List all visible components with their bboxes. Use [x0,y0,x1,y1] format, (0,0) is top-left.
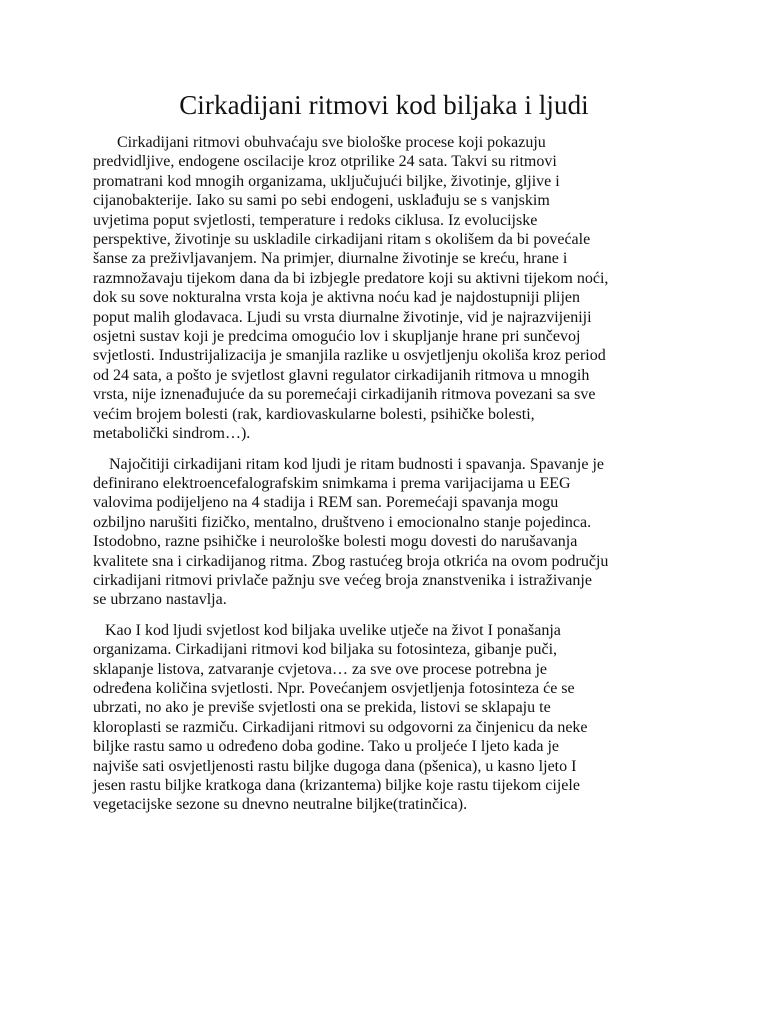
paragraph-line: ozbiljno narušiti fizičko, mentalno, društveno i emocionalno stanje pojedinca. [93,513,592,531]
paragraph-line: uvjetima poput svjetlosti, temperature i redoks ciklusa. Iz evolucijske [93,211,538,229]
paragraph-line: od 24 sata, a pošto je svjetlost glavni regulator cirkadijanih ritmova u mnogih [93,366,590,384]
paragraph-line: Kao I kod ljudi svjetlost kod biljaka uvelike utječe na život I ponašanja [93,621,561,639]
paragraph-line: Cirkadijani ritmovi obuhvaćaju sve biološke procese koji pokazuju [93,134,546,151]
paragraph [93,133,693,444]
document-title: Cirkadijani ritmovi kod biljaka i ljudi [179,90,589,120]
paragraph-line: Najočitiji cirkadijani ritam kod ljudi je ritam budnosti i spavanja. Spavanje je [93,455,604,473]
paragraph-line: najviše sati osvjetljenosti rastu biljke dugoga dana (pšenica), u kasno ljeto I [93,757,577,775]
paragraph-line: perspektive, životinje su uskladile cirkadijani ritam s okolišem da bi povećale [93,231,591,249]
paragraph-line: sklapanje listova, zatvaranje cvjetova… za sve ove procese potrebna je [93,660,548,678]
paragraph-line: promatrani kod mnogih organizama, uključujući biljke, životinje, gljive i [93,172,560,190]
paragraph-line: vegetacijske sezone su dnevno neutralne biljke(tratinčica). [93,796,468,814]
paragraph-line: određena količina svjetlosti. Npr. Povećanjem osvjetljenja fotosinteza će se [93,679,575,697]
paragraph-line: se ubrzano nastavlja. [93,591,227,609]
paragraph-line: biljke rastu samo u određeno doba godine. Tako u proljeće I ljeto kada je [93,738,559,756]
paragraph-line: Istodobno, razne psihičke i neurološke bolesti mogu dovesti do narušavanja [93,533,578,551]
paragraph-line: kvalitete sna i cirkadijanog ritma. Zbog rastućeg broja otkrića na ovom području [93,552,609,570]
paragraph-line: svjetlosti. Industrijalizacija je smanjila razlike u osvjetljenju okoliša kroz period [93,347,606,365]
paragraph-line: šanse za preživljavanjem. Na primjer, diurnalne životinje se kreću, hrane i [93,250,568,268]
paragraph-line: kloroplasti se razmiču. Cirkadijani ritmovi su odgovorni za činjenicu da neke [93,718,588,736]
paragraph-line: ubrzati, no ako je previše svjetlosti ona se prekida, listovi se sklapaju te [93,699,551,717]
paragraph-line: razmnožavaju tijekom dana da bi izbjegle predatore koji su aktivni tijekom noći, [93,269,609,287]
paragraph-line: većim brojem bolesti (rak, kardiovaskularne bolesti, psihičke bolesti, [93,405,535,423]
paragraph-line: metabolički sindrom…). [93,425,251,443]
paragraph [93,455,693,610]
paragraph-line: poput malih glodavaca. Ljudi su vrsta diurnalne životinje, vid je najrazvijeniji [93,308,592,326]
paragraph-line: definirano elektroencefalografskim snimkama i prema varijacijama u EEG [93,474,571,492]
paragraph-line: osjetni sustav koji je predcima omogućio lov i skupljanje hrane pri sunčevoj [93,328,581,346]
paragraph-line: predvidljive, endogene oscilacije kroz otprilike 24 sata. Takvi su ritmovi [93,153,557,171]
paragraph-line: dok su sove nokturalna vrsta koja je aktivna noću kad je najdostupniji plijen [93,289,581,307]
paragraph [93,621,693,815]
paragraph-line: organizama. Cirkadijani ritmovi kod biljaka su fotosinteza, gibanje puči, [93,641,558,659]
paragraph-line: cirkadijani ritmovi privlače pažnju sve većeg broja znanstvenika i istraživanje [93,571,592,589]
paragraph-line: vrsta, nije iznenađujuće da su poremećaji cirkadijanih ritmova povezani sa sve [93,386,596,404]
paragraph-line: valovima podijeljeno na 4 stadija i REM san. Poremećaji spavanja mogu [93,494,559,512]
document-body [93,133,693,826]
paragraph-line: jesen rastu biljke kratkoga dana (krizantema) biljke koje rastu tijekom cijele [93,777,580,794]
paragraph-line: cijanobakterije. Iako su sami po sebi endogeni, usklađuju se s vanjskim [93,192,550,210]
